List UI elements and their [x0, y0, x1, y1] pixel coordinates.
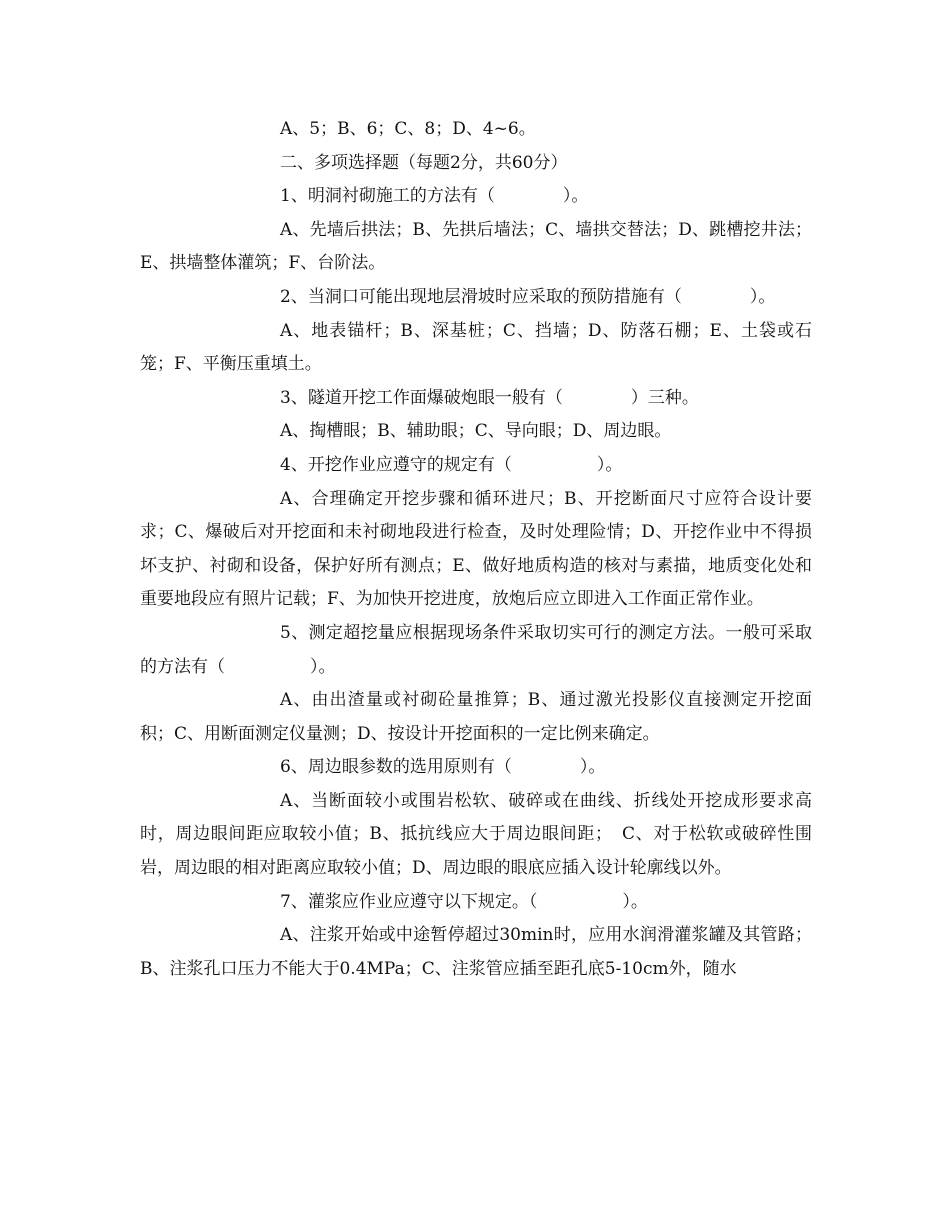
answer-options-prev: A、5；B、6；C、8；D、4~6。 — [280, 119, 536, 139]
question-6: 6、周边眼参数的选用原则有（ ）。 — [280, 757, 606, 778]
section-heading: 二、多项选择题（每题2分，共60分） — [280, 152, 568, 173]
question-7: 7、灌浆应作业应遵守以下规定。（ ）。 — [280, 891, 648, 912]
question-4-options: A、合理确定开挖步骤和循环进尺；B、开挖断面尺寸应符合设计要求；C、爆破后对开挖面和未衬砌地段进行检查，及时处理险情；D、开挖作业中不得损坏支护、衬砌和设备，保护好所有测点；E、做好地质构造的核对与素描，地质变化处和重要地段应有照片记载；F、为加快开挖进度，放炮后应立即进入工作面正常作业。 — [140, 488, 812, 610]
question-3-options: A、掏槽眼；B、辅助眼；C、导向眼；D、周边眼。 — [280, 421, 672, 442]
question-2: 2、当洞口可能出现地层滑坡时应采取的预防措施有（ ）。 — [280, 286, 776, 307]
question-4: 4、开挖作业应遵守的规定有（ ）。 — [280, 454, 623, 475]
question-5-options: A、由出渣量或衬砌砼量推算；B、通过激光投影仪直接测定开挖面积；C、用断面测定仪量测；D、按设计开挖面积的一定比例来确定。 — [140, 690, 812, 744]
question-2-options: A、地表锚杆；B、深基桩；C、挡墙；D、防落石棚；E、土袋或石笼；F、平衡压重填土。 — [140, 320, 812, 375]
question-7-options: A、注浆开始或中途暂停超过30min时，应用水润滑灌浆罐及其管路；B、注浆孔口压力不能大于0.4MPa；C、注浆管应插至距孔底5-10cm外，随水 — [140, 925, 812, 979]
document-body — [140, 113, 812, 986]
question-5: 5、测定超挖量应根据现场条件采取切实可行的测定方法。一般可采取的方法有（ ）。 — [140, 622, 812, 677]
question-6-options: A、当断面较小或围岩松软、破碎或在曲线、折线处开挖成形要求高时，周边眼间距应取较小值；B、抵抗线应大于周边眼间距； C、对于松软或破碎性围岩，周边眼的相对距离应取较小值；D、周边眼的眼底应插入设计轮廓线以外。 — [140, 790, 812, 879]
question-1-options: A、先墙后拱法；B、先拱后墙法；C、墙拱交替法；D、跳槽挖井法；E、拱墙整体灌筑；F、台阶法。 — [140, 219, 812, 274]
question-3: 3、隧道开挖工作面爆破炮眼一般有（ ）三种。 — [280, 387, 699, 408]
question-1: 1、明洞衬砌施工的方法有（ ）。 — [280, 186, 589, 207]
